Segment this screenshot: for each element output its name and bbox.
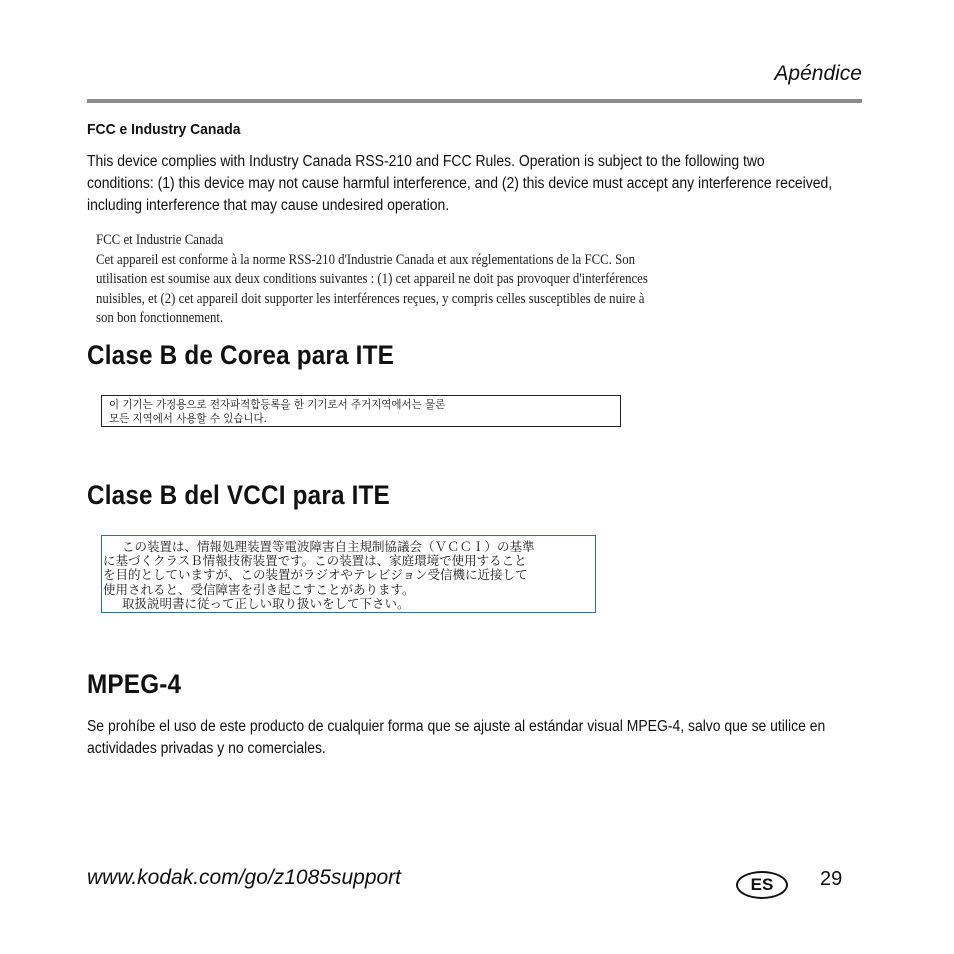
mpeg-statement: Se prohíbe el uso de este producto de cualquier forma que se ajuste al estándar visual MPEG-4, salvo que se utilice en actividades privadas y no comerciales. bbox=[87, 718, 826, 757]
fcc-french-line: Cet appareil est conforme à la norme RSS-210 d'Industrie Canada et aux réglementations de la FCC. Son bbox=[96, 251, 636, 268]
korea-heading: Clase B de Corea para ITE bbox=[87, 340, 395, 370]
korea-notice-line: 모든 지역에서 사용할 수 있습니다. bbox=[109, 411, 267, 425]
vcci-notice-line: に基づくクラスＢ情報技術装置です。この装置は、家庭環境で使用すること bbox=[103, 553, 527, 569]
fcc-french-line: FCC et Industrie Canada bbox=[96, 232, 224, 248]
fcc-french-statement bbox=[96, 231, 848, 329]
vcci-notice-line: 使用されると、受信障害を引き起こすことがあります。 bbox=[103, 581, 415, 597]
korea-notice-line: 이 기기는 가정용으로 전자파적합등록을 한 기기로서 주거지역에서는 물론 bbox=[109, 398, 446, 411]
vcci-heading: Clase B del VCCI para ITE bbox=[87, 480, 390, 510]
vcci-notice-line: 取扱説明書に従って正しい取り扱いをして下さい。 bbox=[122, 595, 410, 611]
mpeg-heading: MPEG-4 bbox=[87, 669, 182, 699]
fcc-french-line: son bon fonctionnement. bbox=[96, 310, 224, 326]
fcc-heading: FCC e Industry Canada bbox=[87, 121, 241, 138]
vcci-notice-line: この装置は、情報処理装置等電波障害自主規制協議会（ＶＣＣＩ）の基準 bbox=[122, 539, 535, 554]
header-divider bbox=[87, 99, 862, 103]
korea-notice-text bbox=[109, 398, 445, 425]
korea-notice-box bbox=[101, 395, 621, 427]
page-number: 29 bbox=[820, 868, 843, 890]
vcci-notice-text bbox=[103, 539, 535, 611]
fcc-french-line: nuisibles, et (2) cet appareil doit supporter les interférences reçues, y compris celles susceptibles de nuire à bbox=[96, 290, 645, 307]
fcc-statement: This device complies with Industry Canada RSS-210 and FCC Rules. Operation is subject to the following two conditions: (1) this device may not cause harmful interference, and (2) this device must accept any interference received, including interference that may cause undesired operation. bbox=[87, 153, 833, 214]
page-header-title: Apéndice bbox=[774, 62, 862, 85]
fcc-french-line: utilisation est soumise aux deux conditions suivantes : (1) cet appareil ne doit pas provoquer d'interférences bbox=[96, 271, 648, 287]
language-badge: ES bbox=[736, 871, 788, 899]
vcci-notice-box bbox=[101, 535, 596, 613]
support-url[interactable]: www.kodak.com/go/z1085support bbox=[87, 866, 402, 889]
vcci-notice-line: を目的としていますが、この装置がラジオやテレビジョン受信機に近接して bbox=[103, 567, 528, 583]
